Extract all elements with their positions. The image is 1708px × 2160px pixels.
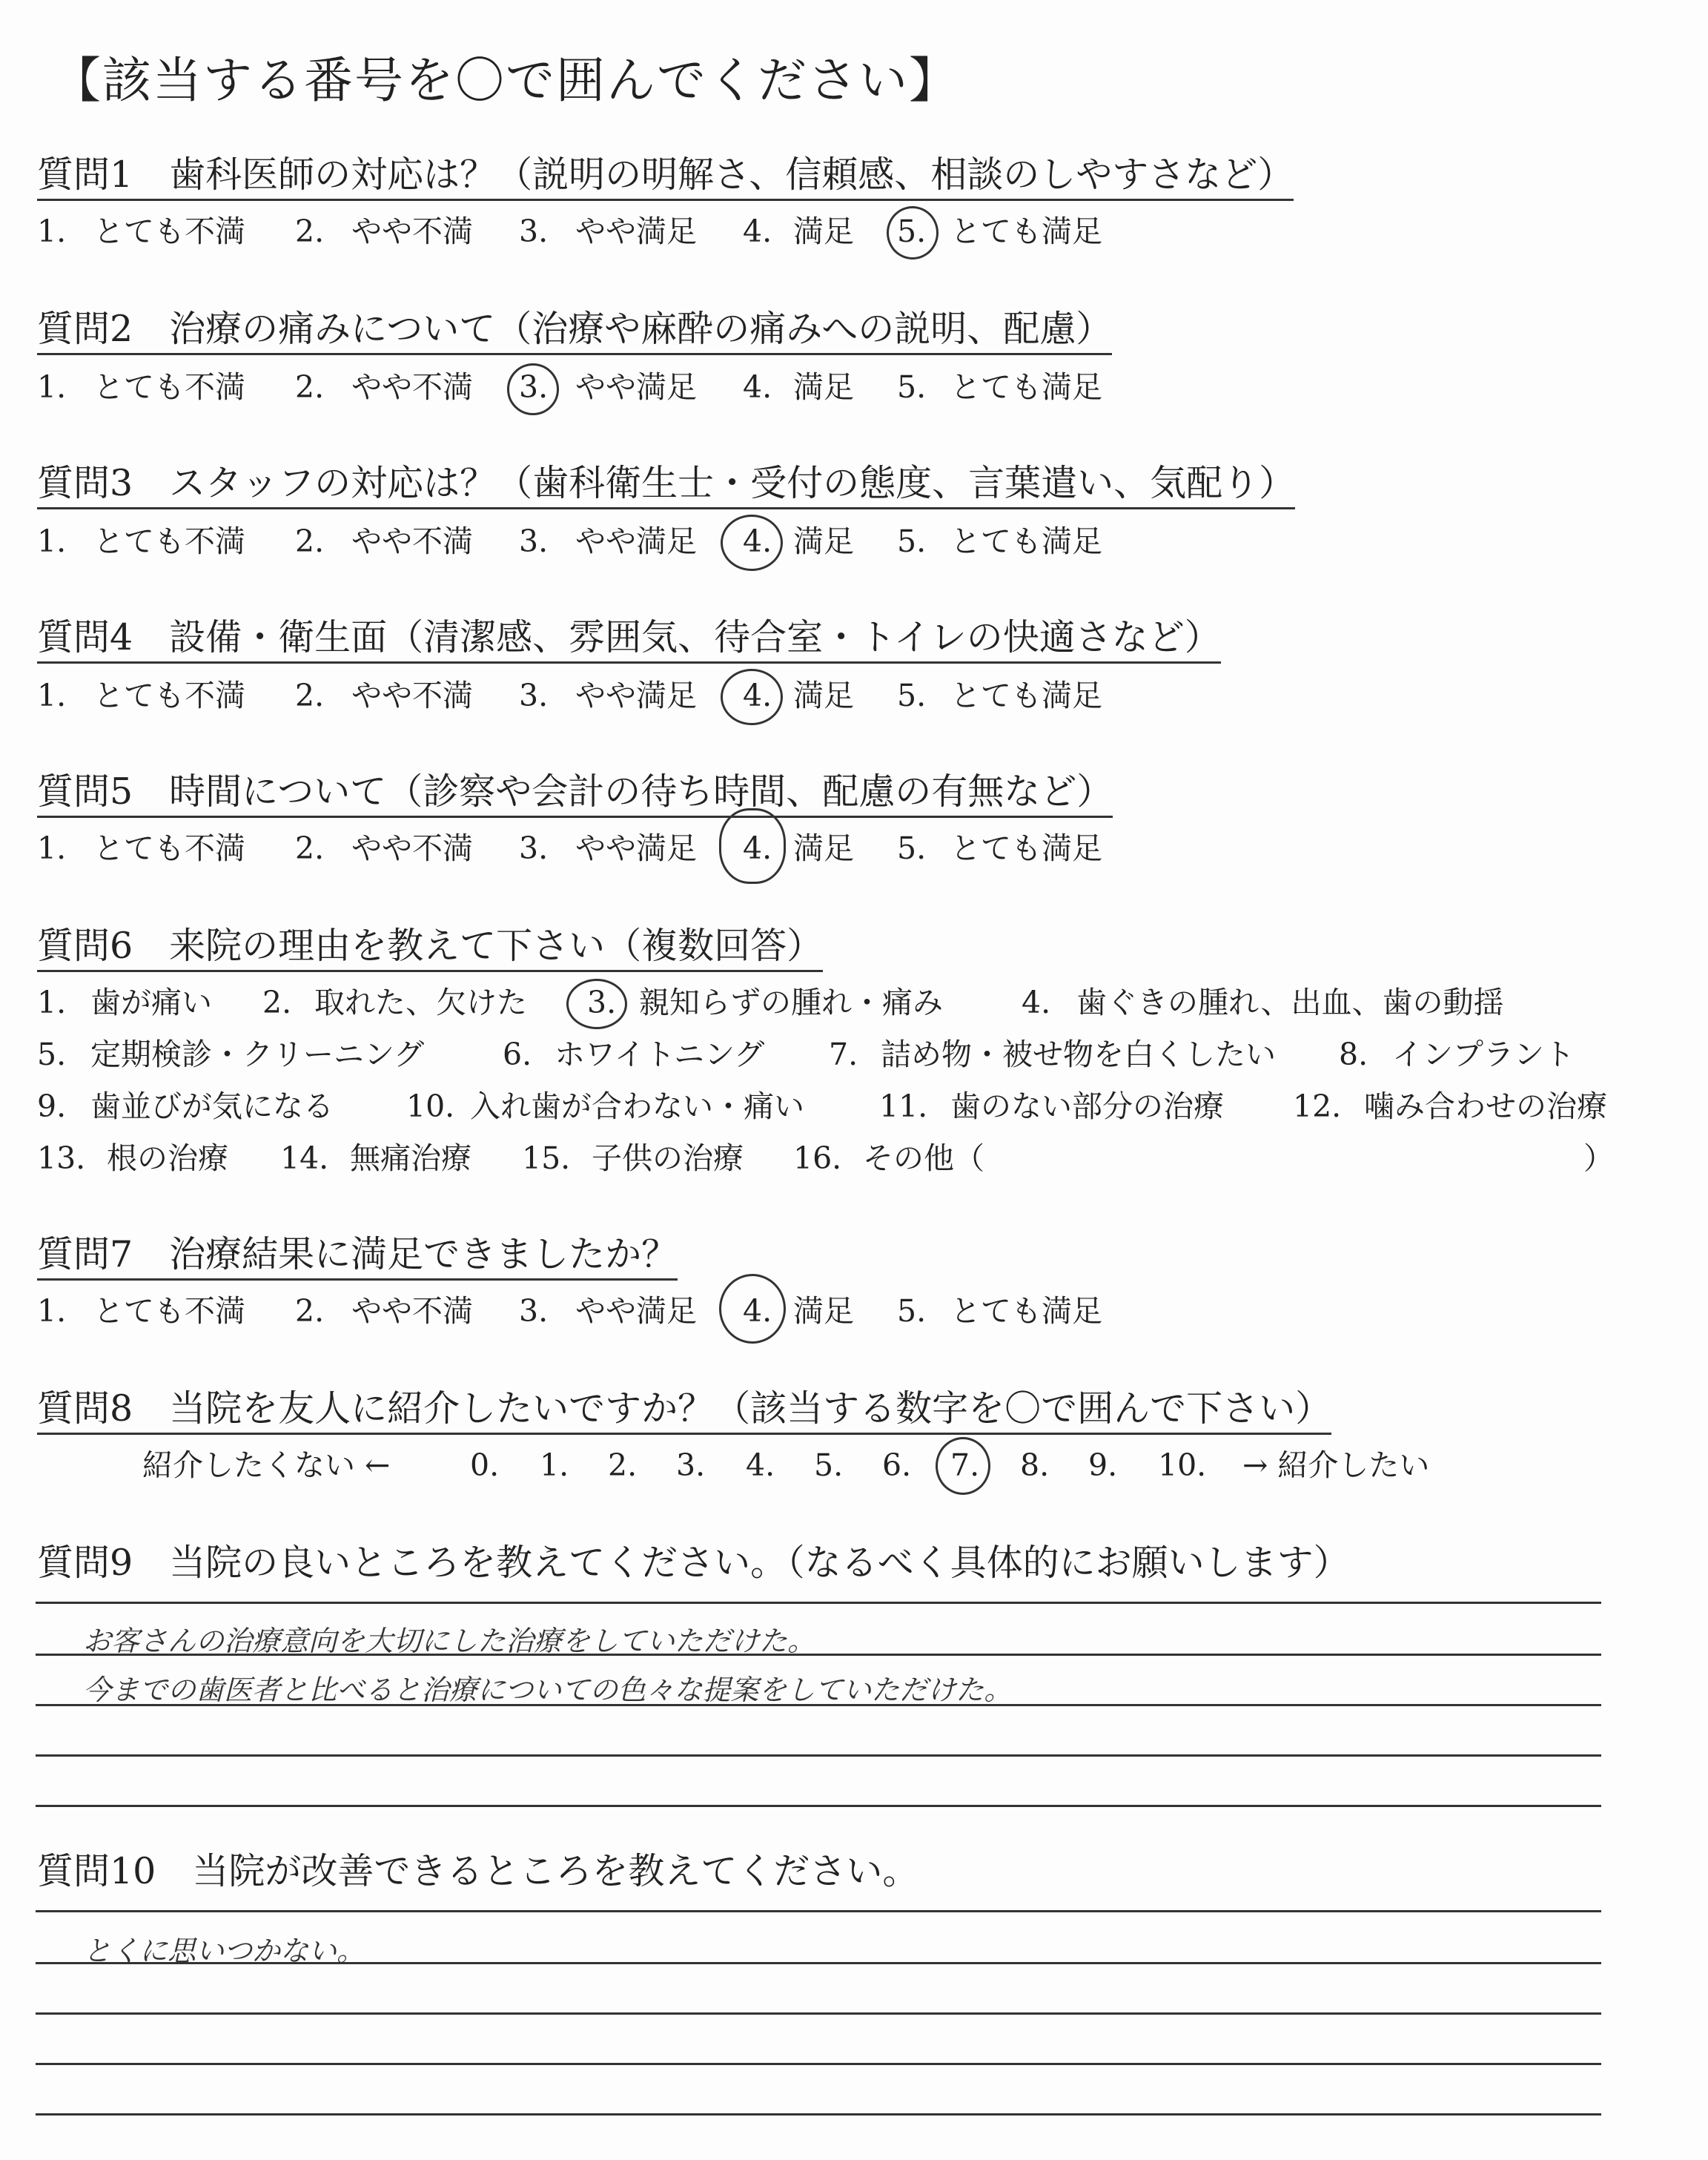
option-label: 歯のない部分の治療 [950,1089,1224,1124]
option-number: 12. [1293,1089,1342,1124]
option-number: 5. [897,1293,927,1329]
option-number: 3. [519,524,549,559]
option-label: 歯が痛い [90,985,212,1020]
option-number: 3. [519,214,549,249]
answer-circle [719,1274,786,1344]
ruled-line [36,1754,1601,1757]
option-label: 無痛治療 [350,1140,471,1176]
option-number: 15. [522,1140,571,1176]
option-label: とても満足 [950,524,1102,559]
ruled-line [36,2113,1601,2116]
question-9: 質問9 当院の良いところを教えてください。（なるべく具体的にお願いします） [37,1542,1350,1584]
option-label: 子供の治療 [592,1140,744,1176]
scale-left-label: 紹介したくない ← [142,1447,391,1483]
ruled-line [36,1602,1601,1604]
option-label: とても満足 [950,214,1102,249]
option-label: とても不満 [93,214,245,249]
option-number: 4. [743,1293,772,1329]
option-number: 2. [295,830,325,866]
option-label: やや満足 [575,1293,697,1329]
option-label: やや満足 [575,830,697,866]
option-label: やや不満 [351,369,473,405]
option-number: 14. [280,1140,329,1176]
option-label: 満足 [793,214,854,249]
option-label: やや不満 [351,1293,473,1329]
scale-number: 5. [814,1447,844,1483]
option-label: とても満足 [950,1293,1102,1329]
option-number: 8. [1339,1037,1368,1072]
option-label: やや満足 [575,369,697,405]
option-number: 3. [519,369,549,405]
option-number: 13. [37,1140,86,1176]
option-label: とても満足 [950,830,1102,866]
option-number: 5. [37,1037,67,1072]
option-number: 4. [743,678,772,713]
option-number: 3. [587,985,617,1020]
option-label: 取れた、欠けた [314,985,527,1020]
option-label: 詰め物・被せ物を白くしたい [881,1037,1276,1072]
option-label: とても不満 [93,830,245,866]
option-number: 2. [295,524,325,559]
option-number: 1. [37,524,67,559]
option-label: やや不満 [351,524,473,559]
scale-number: 10. [1158,1447,1207,1483]
option-label: 満足 [793,369,854,405]
option-label: やや満足 [575,214,697,249]
option-number: 6. [503,1037,532,1072]
question-8: 質問8 当院を友人に紹介したいですか？（該当する数字を〇で囲んで下さい） [37,1388,1331,1435]
option-label: 根の治療 [107,1140,228,1176]
scale-number: 1. [540,1447,569,1483]
option-number: 1. [37,1293,67,1329]
option-label: 満足 [793,678,854,713]
option-number: 16. [793,1140,842,1176]
option-number: 5. [897,524,927,559]
scale-number: 3. [676,1447,706,1483]
option-label: とても不満 [93,369,245,405]
option-number: 4. [743,369,772,405]
option-label: 入れ歯が合わない・痛い [470,1089,804,1124]
question-7: 質問7 治療結果に満足できましたか？ [37,1234,678,1281]
question-2: 質問2 治療の痛みについて（治療や麻酔の痛みへの説明、配慮） [37,308,1112,355]
option-label: やや満足 [575,678,697,713]
option-label: ） [1583,1140,1614,1176]
option-number: 3. [519,678,549,713]
answer-circle [887,206,939,260]
option-number: 3. [519,830,549,866]
handwritten-answer-line: お客さんの治療意向を大切にした治療をしていただけた。 [83,1625,816,1657]
option-label: やや不満 [351,214,473,249]
option-number: 2. [295,214,325,249]
option-number: 4. [1022,985,1051,1020]
option-label: 噛み合わせの治療 [1364,1089,1607,1124]
option-number: 2. [295,369,325,405]
answer-circle [721,669,783,725]
option-label: その他（ [863,1140,984,1176]
option-label: とても満足 [950,678,1102,713]
option-label: インプラント [1392,1037,1575,1072]
option-label: 歯ぐきの腫れ、出血、歯の動揺 [1076,985,1504,1020]
option-number: 4. [743,214,772,249]
scale-number: 0. [470,1447,500,1483]
question-6: 質問6 来院の理由を教えて下さい（複数回答） [37,925,823,972]
option-label: 満足 [793,1293,854,1329]
scale-number: 8. [1020,1447,1050,1483]
option-number: 1. [37,830,67,866]
scale-number: 7. [950,1447,980,1483]
option-label: とても不満 [93,1293,245,1329]
scale-number: 2. [608,1447,638,1483]
scale-right-label: → 紹介したい [1242,1447,1430,1483]
option-label: とても不満 [93,524,245,559]
option-label: ホワイトニング [555,1037,765,1072]
ruled-line [36,2012,1601,2015]
option-number: 2. [295,678,325,713]
option-number: 2. [262,985,292,1020]
answer-circle [566,979,627,1029]
ruled-line [36,1805,1601,1807]
question-5: 質問5 時間について（診察や会計の待ち時間、配慮の有無など） [37,771,1113,818]
option-label: 満足 [793,830,854,866]
option-number: 1. [37,678,67,713]
option-number: 3. [519,1293,549,1329]
question-4: 質問4 設備・衛生面（清潔感、雰囲気、待合室・トイレの快適さなど） [37,617,1221,664]
ruled-line [36,1910,1601,1912]
answer-circle [721,515,783,571]
option-label: やや満足 [575,524,697,559]
option-number: 2. [295,1293,325,1329]
option-label: 満足 [793,524,854,559]
option-label: 親知らずの腫れ・痛み [639,985,943,1020]
option-label: 歯並びが気になる [90,1089,334,1124]
option-number: 5. [897,678,927,713]
option-label: やや不満 [351,678,473,713]
option-number: 1. [37,214,67,249]
option-label: やや不満 [351,830,473,866]
option-number: 5. [897,214,927,249]
option-number: 7. [829,1037,858,1072]
ruled-line [36,2063,1601,2065]
handwritten-answer-line: とくに思いつかない。 [83,1935,365,1967]
handwritten-answer-line: 今までの歯医者と比べると治療についての色々な提案をしていただけた。 [83,1674,1013,1706]
option-number: 5. [897,830,927,866]
answer-circle [719,808,786,884]
scale-number: 9. [1088,1447,1118,1483]
option-label: とても満足 [950,369,1102,405]
option-number: 4. [743,524,772,559]
option-number: 1. [37,985,67,1020]
option-number: 4. [743,830,772,866]
scale-number: 6. [882,1447,912,1483]
option-number: 1. [37,369,67,405]
question-10: 質問10 当院が改善できるところを教えてください。 [37,1850,919,1892]
option-number: 5. [897,369,927,405]
answer-circle [936,1437,990,1495]
option-label: とても不満 [93,678,245,713]
option-number: 11. [879,1089,928,1124]
option-label: 定期検診・クリーニング [90,1037,425,1072]
form-title: 【該当する番号を〇で囲んでください】 [52,52,959,109]
question-1: 質問1 歯科医師の対応は？（説明の明解さ、信頼感、相談のしやすさなど） [37,154,1294,201]
answer-circle [507,363,559,415]
question-3: 質問3 スタッフの対応は？（歯科衛生士・受付の態度、言葉遣い、気配り） [37,463,1295,509]
option-number: 10. [406,1089,455,1124]
scale-number: 4. [746,1447,775,1483]
option-number: 9. [37,1089,67,1124]
